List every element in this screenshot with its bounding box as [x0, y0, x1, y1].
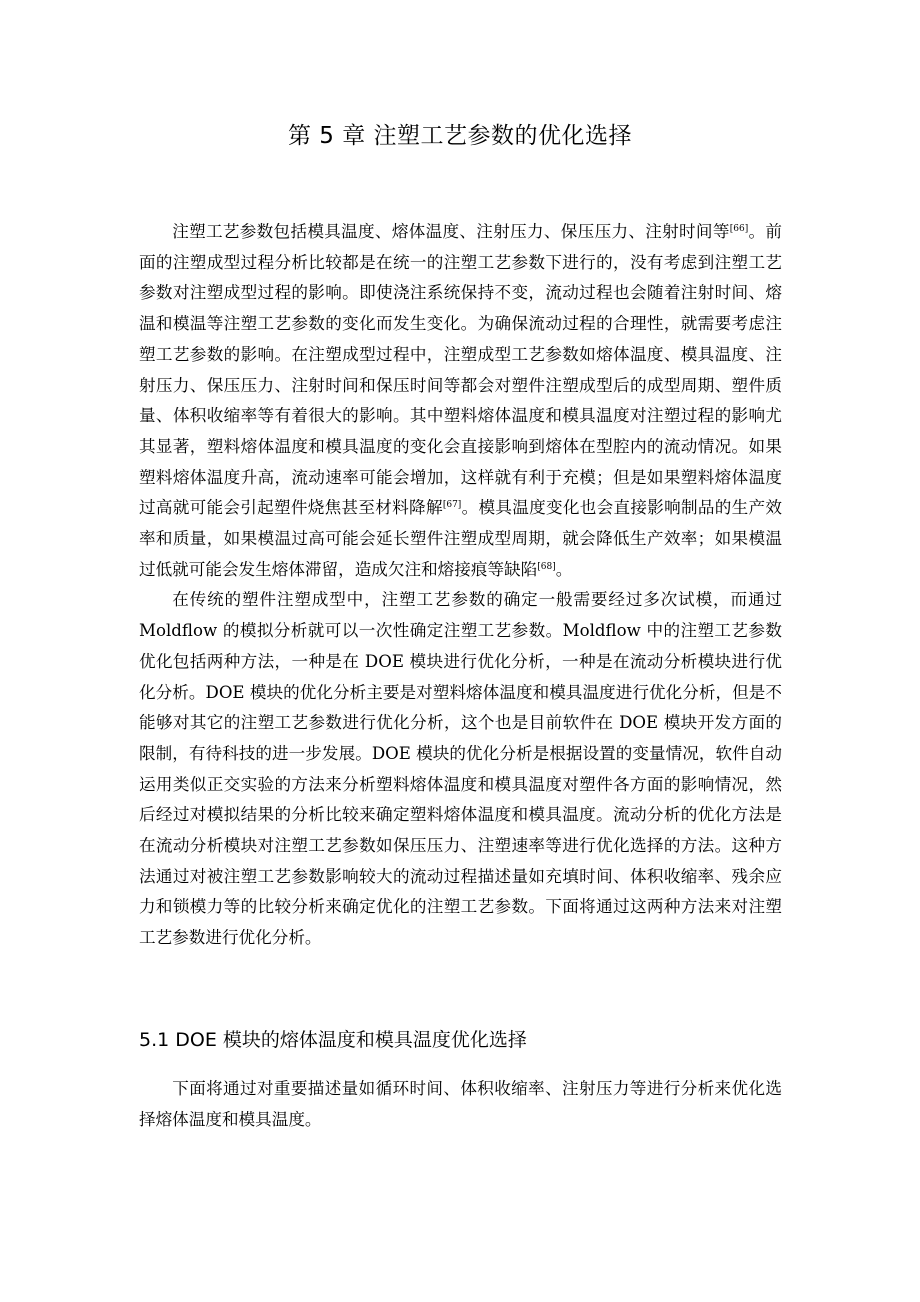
paragraph-1: [139, 217, 782, 585]
paragraph-1-text-b: 。前面的注塑成型过程分析比较都是在统一的注塑工艺参数下进行的，没有考虑到注塑工艺参数对注塑成型过程的影响。即使浇注系统保持不变，流动过程也会随着注射时间、熔温和模温等注塑工艺参数的变化而发生变化。为确保流动过程的合理性，就需要考虑注塑工艺参数的影响。在注塑成型过程中，注塑成型工艺参数如熔体温度、模具温度、注射压力、保压压力、注射时间和保压时间等都会对塑件注塑成型后的成型周期、塑件质量、体积收缩率等有着很大的影响。其中塑料熔体温度和模具温度对注塑过程的影响尤其显著，塑料熔体温度和模具温度的变化会直接影响到熔体在型腔内的流动情况。如果塑料熔体温度升高，流动速率可能会增加，这样就有利于充模；但是如果塑料熔体温度过高就可能会引起塑件烧焦甚至材料降解: [139, 222, 783, 518]
chapter-title: 第 5 章 注塑工艺参数的优化选择: [287, 123, 633, 149]
section-heading: 5.1 DOE 模块的熔体温度和模具温度优化选择: [139, 1029, 527, 1051]
citation-68: [68]: [537, 561, 556, 572]
section-paragraph: 下面将通过对重要描述量如循环时间、体积收缩率、注射压力等进行分析来优化选择熔体温度和模具温度。: [139, 1079, 782, 1129]
citation-67: [67]: [442, 500, 462, 511]
paragraph-1-text-d: 。: [555, 559, 573, 579]
paragraph-1-text-a: 注塑工艺参数包括模具温度、熔体温度、注射压力、保压压力、注射时间等: [172, 222, 730, 241]
chapter-intro: [139, 217, 782, 954]
paragraph-2: 在传统的塑件注塑成型中，注塑工艺参数的确定一般需要经过多次试模，而通过 Moldflow 的模拟分析就可以一次性确定注塑工艺参数。Moldflow 中的注塑工艺参数优化包括两种方法，一种是在 DOE 模块进行优化分析，一种是在流动分析模块进行优化分析。DOE 模块的优化分析主要是对塑料熔体温度和模具温度进行优化分析，但是不能够对其它的注塑工艺参数进行优化分析，这个也是目前软件在 DOE 模块开发方面的限制，有待科技的进一步发展。DOE 模块的优化分析是根据设置的变量情况，软件自动运用类似正交实验的方法来分析塑料熔体温度和模具温度对塑件各方面的影响情况，然后经过对模拟结果的分析比较来确定塑料熔体温度和模具温度。流动分析的优化方法是在流动分析模块对注塑工艺参数如保压压力、注塑速率等进行优化选择的方法。这种方法通过对被注塑工艺参数影响较大的流动过程描述量如充填时间、体积收缩率、残余应力和锁模力等的比较分析来确定优化的注塑工艺参数。下面将通过这两种方法来对注塑工艺参数进行优化分析。: [139, 590, 782, 948]
paragraph-1-text-c: 。模具温度变化也会直接影响制品的生产效率和质量，如果模温过高可能会延长塑件注塑成型周期，就会降低生产效率；如果模温过低就可能会发生熔体滞留，造成欠注和熔接痕等缺陷: [139, 498, 783, 579]
section-body: [139, 1074, 782, 1135]
citation-66: [66]: [729, 224, 749, 234]
